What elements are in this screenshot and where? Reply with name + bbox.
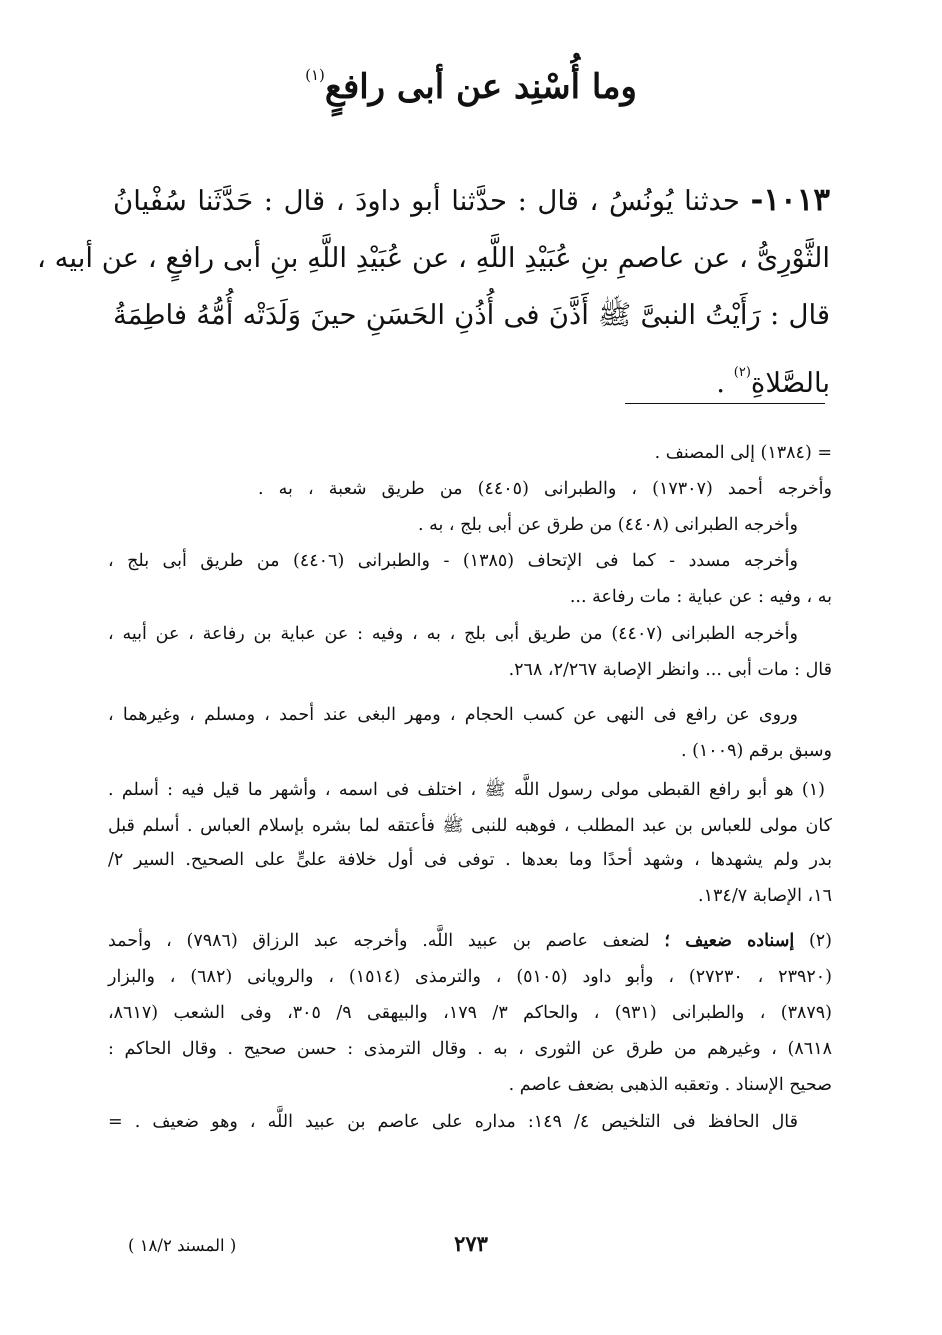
footnote-line: = (١٣٨٤) إلى المصنف . (654, 443, 832, 463)
footnote-line: قال : مات أبى ... وانظر الإصابة ٢/٢٦٧، ٢٦٨. (508, 660, 832, 680)
hadith-line-1: ١٠١٣- حدثنا يُونُسُ ، قال : حدَّثنا أبو داودَ ، قال : حَدَّثَنا سُفْيانُ (113, 182, 830, 218)
section-title (0, 66, 942, 107)
hadith-text (37, 172, 830, 412)
footnote-line: صحيح الإسناد . وتعقبه الذهبى بضعف عاصم . (508, 1075, 832, 1095)
footnote-line: ١٦، الإصابة ١٣٤/٧. (698, 886, 832, 906)
section-title-text: وما أُسْنِد عن أبى رافعٍ (324, 67, 637, 107)
footnote-line: كان مولى للعباس بن عبد المطلب ، فوهبه للنبى ﷺ فأعتقه لما بشره بإسلام العباس . أسلم قبل (108, 816, 832, 836)
footnote-line: بدر ولم يشهدها ، وشهد أحدًا وما بعدها . توفى فى أول خلافة علىٍّ على الصحيح. السير ٢/ (108, 850, 832, 870)
footnote-line: وأخرجه الطبرانى (٤٤٠٧) من طريق أبى بلج ، به ، وفيه : عن عباية بن رفاعة ، عن أبيه ، (108, 624, 798, 644)
source-reference: ( المسند ١٨/٢ ) (128, 1236, 237, 1255)
hadith-line-3: قال : رَأَيْتُ النبىَّ ﷺ أَذَّنَ فى أُذُنِ الحَسَنِ حينَ وَلَدَتْه أُمُّهُ فاطِمَةُ (113, 299, 830, 331)
hadith-line-4: بالصَّلاةِ$^{(٢)}$ . (716, 365, 830, 399)
footnote-line: (٢٣٩٢٠ ، ٢٧٢٣٠) ، وأبو داود (٥١٠٥) ، والترمذى (١٥١٤) ، والرويانى (٦٨٢) ، والبزار (108, 967, 832, 987)
footnote-line: وسبق برقم (١٠٠٩) . (680, 741, 832, 761)
footnote-line-note2: (٢) إسناده ضعيف ؛ لضعف عاصم بن عبيد اللَّه. وأخرجه عبد الرزاق (٧٩٨٦) ، وأحمد (108, 931, 832, 951)
footnote-separator (625, 403, 825, 404)
page-number: ٢٧٣ (454, 1231, 488, 1256)
footnote-line: (٣٨٧٩) ، والطبرانى (٩٣١) ، والحاكم ٣/ ١٧٩، والبيهقى ٩/ ٣٠٥، وفى الشعب (٨٦١٧، (108, 1003, 832, 1023)
footnote-line: ٨٦١٨) ، وغيرهم من طرق عن الثورى ، به . وقال الترمذى : حسن صحيح . وقال الحاكم : (108, 1039, 832, 1059)
weak-chain-label: إسناده ضعيف ؛ (664, 931, 795, 951)
footnote-line: وأخرجه مسدد - كما فى الإتحاف (١٣٨٥) - والطبرانى (٤٤٠٦) من طريق أبى بلج ، (108, 551, 798, 571)
hadith-line-2: الثَّوْرِىُّ ، عن عاصمِ بنِ عُبَيْدِ اللَّهِ ، عن عُبَيْدِ اللَّهِ بنِ أبى رافعٍ ، عن أبيه ، (37, 242, 830, 274)
footnote-line: وأخرجه أحمد (١٧٣٠٧) ، والطبرانى (٤٤٠٥) من طريق شعبة ، به . (258, 479, 832, 499)
footnote-line: وروى عن رافع فى النهى عن كسب الحجام ، ومهر البغى عند أحمد ، ومسلم ، وغيرهما ، (108, 705, 798, 725)
footnote-line: به ، وفيه : عن عباية : مات رفاعة ... (569, 587, 832, 607)
footnote-line: وأخرجه الطبرانى (٤٤٠٨) من طرق عن أبى بلج ، به . (417, 515, 798, 535)
footnote-line: (١) هو أبو رافع القبطى مولى رسول اللَّه ﷺ ، اختلف فى اسمه ، وأشهر ما قيل فيه : أسلم . (108, 780, 825, 800)
footnote-marker-1: (١) (305, 66, 325, 84)
footnote-line: قال الحافظ فى التلخيص ٤/ ١٤٩: مداره على عاصم بن عبيد اللَّه ، وهو ضعيف . = (108, 1112, 798, 1132)
hadith-number: ١٠١٣- (750, 182, 830, 218)
footnote-marker-2: (٢) (733, 365, 751, 380)
